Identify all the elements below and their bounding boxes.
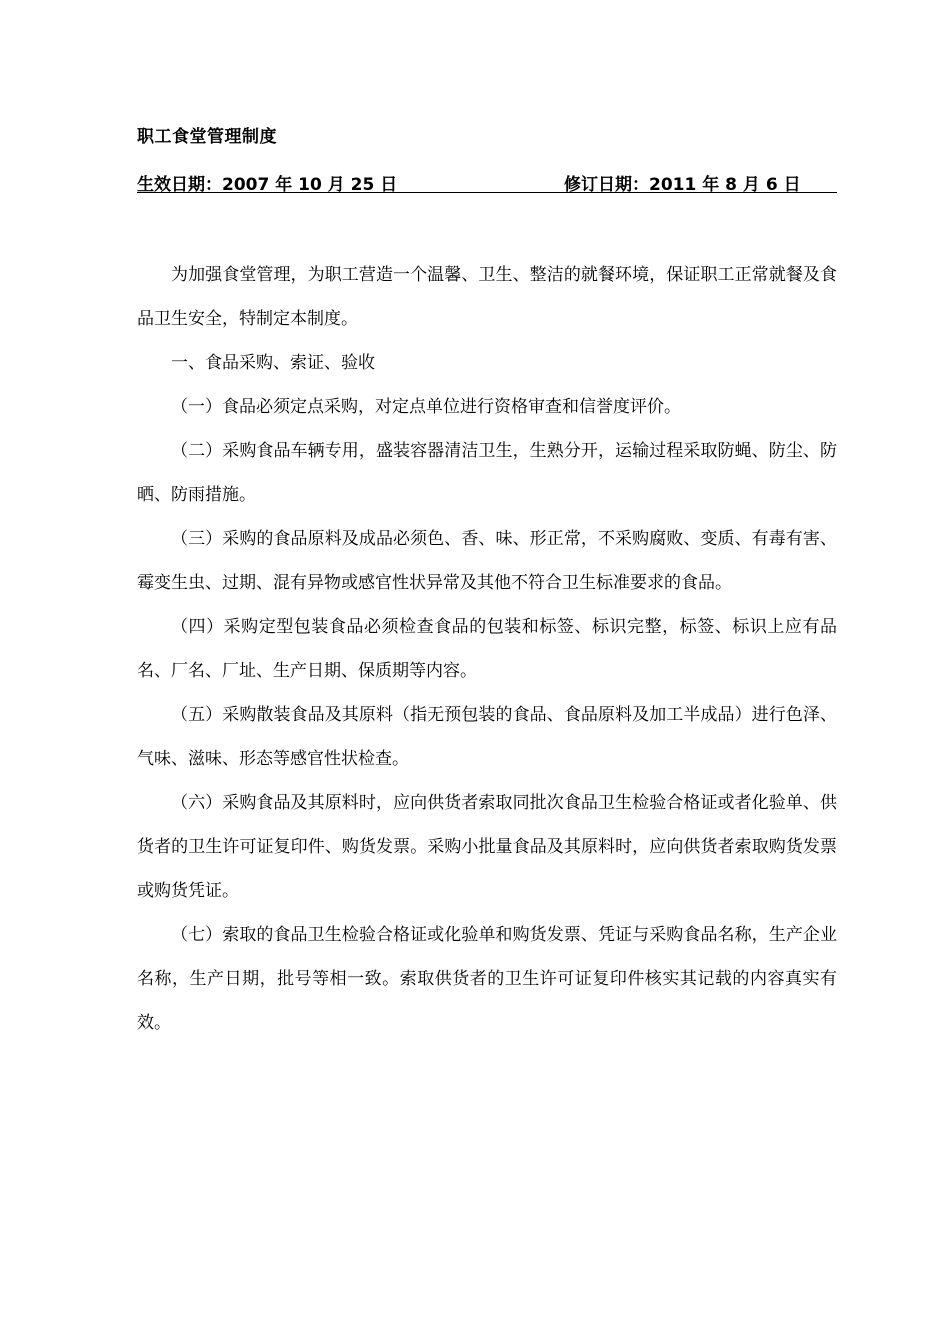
date-underline — [137, 192, 837, 193]
clause-paragraph: （二）采购食品车辆专用，盛装容器清洁卫生，生熟分开，运输过程采取防蝇、防尘、防晒、防雨措施。 — [137, 441, 837, 505]
document-title: 职工食堂管理制度 — [137, 127, 277, 147]
clause-paragraph: （三）采购的食品原料及成品必须色、香、味、形正常，不采购腐败、变质、有毒有害、霉变生虫、过期、混有异物或感官性状异常及其他不符合卫生标准要求的食品。 — [137, 529, 837, 593]
clause-paragraph: （一）食品必须定点采购，对定点单位进行资格审查和信誉度评价。 — [171, 397, 681, 417]
date-line — [137, 170, 837, 194]
intro-paragraph: 为加强食堂管理，为职工营造一个温馨、卫生、整洁的就餐环境，保证职工正常就餐及食品卫生安全，特制定本制度。 — [137, 265, 837, 329]
effective-date: 生效日期：2007 年 10 月 25 日 — [137, 175, 398, 195]
section-heading: 一、食品采购、索证、验收 — [171, 353, 375, 373]
revision-date: 修订日期：2011 年 8 月 6 日 — [564, 175, 801, 195]
document-body — [137, 253, 837, 1045]
clause-paragraph: （四）采购定型包装食品必须检查食品的包装和标签、标识完整，标签、标识上应有品名、厂名、厂址、生产日期、保质期等内容。 — [137, 617, 837, 681]
clause-paragraph: （五）采购散装食品及其原料（指无预包装的食品、食品原料及加工半成品）进行色泽、气味、滋味、形态等感官性状检查。 — [137, 705, 837, 769]
clause-paragraph: （六）采购食品及其原料时，应向供货者索取同批次食品卫生检验合格证或者化验单、供货者的卫生许可证复印件、购货发票。采购小批量食品及其原料时，应向供货者索取购货发票或购货凭证。 — [137, 793, 837, 901]
clause-paragraph: （七）索取的食品卫生检验合格证或化验单和购货发票、凭证与采购食品名称，生产企业名称，生产日期，批号等相一致。索取供货者的卫生许可证复印件核实其记载的内容真实有效。 — [137, 925, 837, 1033]
